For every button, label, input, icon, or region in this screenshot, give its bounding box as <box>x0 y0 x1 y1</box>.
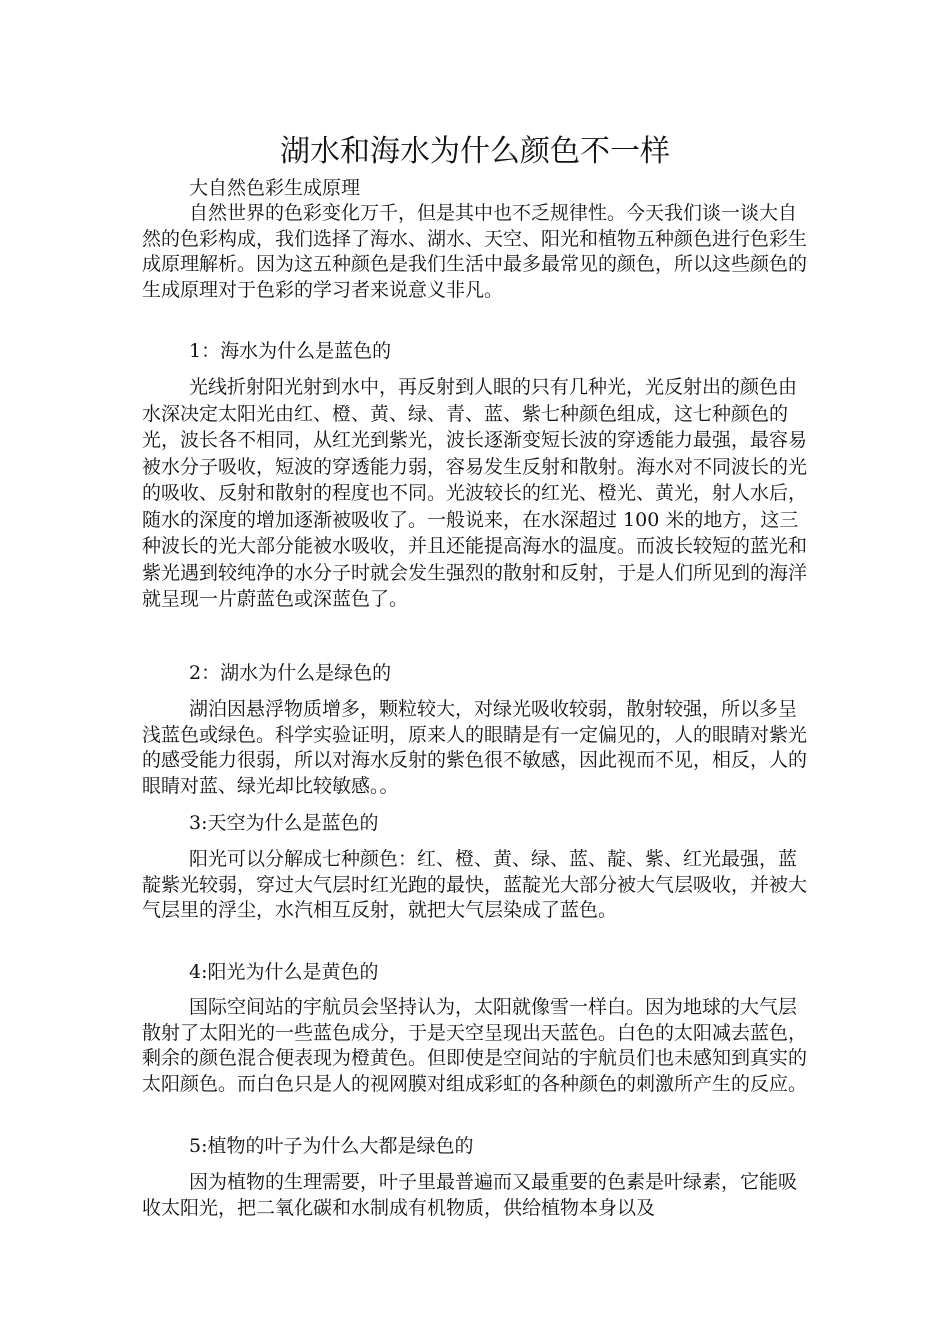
section-heading-sky: 3:天空为什么是蓝色的 <box>189 812 379 834</box>
section-body-lake: 湖泊因悬浮物质增多，颗粒较大，对绿光吸收较弱，散射较强，所以多呈浅蓝色或绿色。科学实验证明，原来人的眼睛是有一定偏见的，人的眼睛对紫光的感受能力很弱，所以对海水反射的紫色很不敏感，因此视而不见，相反，人的眼睛对蓝、绿光却比较敏感。。 <box>142 698 808 797</box>
section-heading-lake: 2：湖水为什么是绿色的 <box>189 662 392 684</box>
section-heading-sea: 1：海水为什么是蓝色的 <box>189 340 392 362</box>
section-body-sea: 光线折射阳光射到水中，再反射到人眼的只有几种光，光反射出的颜色由水深决定太阳光由红、橙、黄、绿、青、蓝、紫七种颜色组成，这七种颜色的光，波长各不相同，从红光到紫光，波长逐渐变短长波的穿透能力最强，最容易被水分子吸收，短波的穿透能力弱，容易发生反射和散射。海水对不同波长的光的吸收、反射和散射的程度也不同。光波较长的红光、橙光、黄光，射人水后，随水的深度的增加逐渐被吸收了。一般说来，在水深超过 100 米的地方，这三种波长的光大部分能被水吸收，并且还能提高海水的温度。而波长较短的蓝光和紫光遇到较纯净的水分子时就会发生强烈的散射和反射，于是人们所见到的海洋就呈现一片蔚蓝色或深蓝色了。 <box>142 376 808 610</box>
section-body-sky: 阳光可以分解成七种颜色：红、橙、黄、绿、蓝、靛、紫、红光最强，蓝靛紫光较弱，穿过大气层时红光跑的最快，蓝靛光大部分被大气层吸收，并被大气层里的浮尘，水汽相互反射，就把大气层染成了蓝色。 <box>142 848 808 921</box>
intro-paragraph: 自然世界的色彩变化万千，但是其中也不乏规律性。今天我们谈一谈大自然的色彩构成，我们选择了海水、湖水、天空、阳光和植物五种颜色进行色彩生成原理解析。因为这五种颜色是我们生活中最多最常见的颜色，所以这些颜色的生成原理对于色彩的学习者来说意义非凡。 <box>142 202 808 301</box>
section-heading-sun: 4:阳光为什么是黄色的 <box>189 961 379 983</box>
section-heading-plants: 5:植物的叶子为什么大都是绿色的 <box>189 1135 474 1157</box>
document-subtitle: 大自然色彩生成原理 <box>189 177 361 199</box>
document-title: 湖水和海水为什么颜色不一样 <box>280 134 670 169</box>
section-body-plants: 因为植物的生理需要，叶子里最普遍而又最重要的色素是叶绿素，它能吸收太阳光，把二氧化碳和水制成有机物质，供给植物本身以及 <box>142 1171 798 1219</box>
section-body-sun: 国际空间站的宇航员会坚持认为，太阳就像雪一样白。因为地球的大气层散射了太阳光的一些蓝色成分，于是天空呈现出天蓝色。白色的太阳减去蓝色，剩余的颜色混合便表现为橙黄色。但即使是空间站的宇航员们也未感知到真实的太阳颜色。而白色只是人的视网膜对组成彩虹的各种颜色的刺激所产生的反应。 <box>142 996 808 1095</box>
